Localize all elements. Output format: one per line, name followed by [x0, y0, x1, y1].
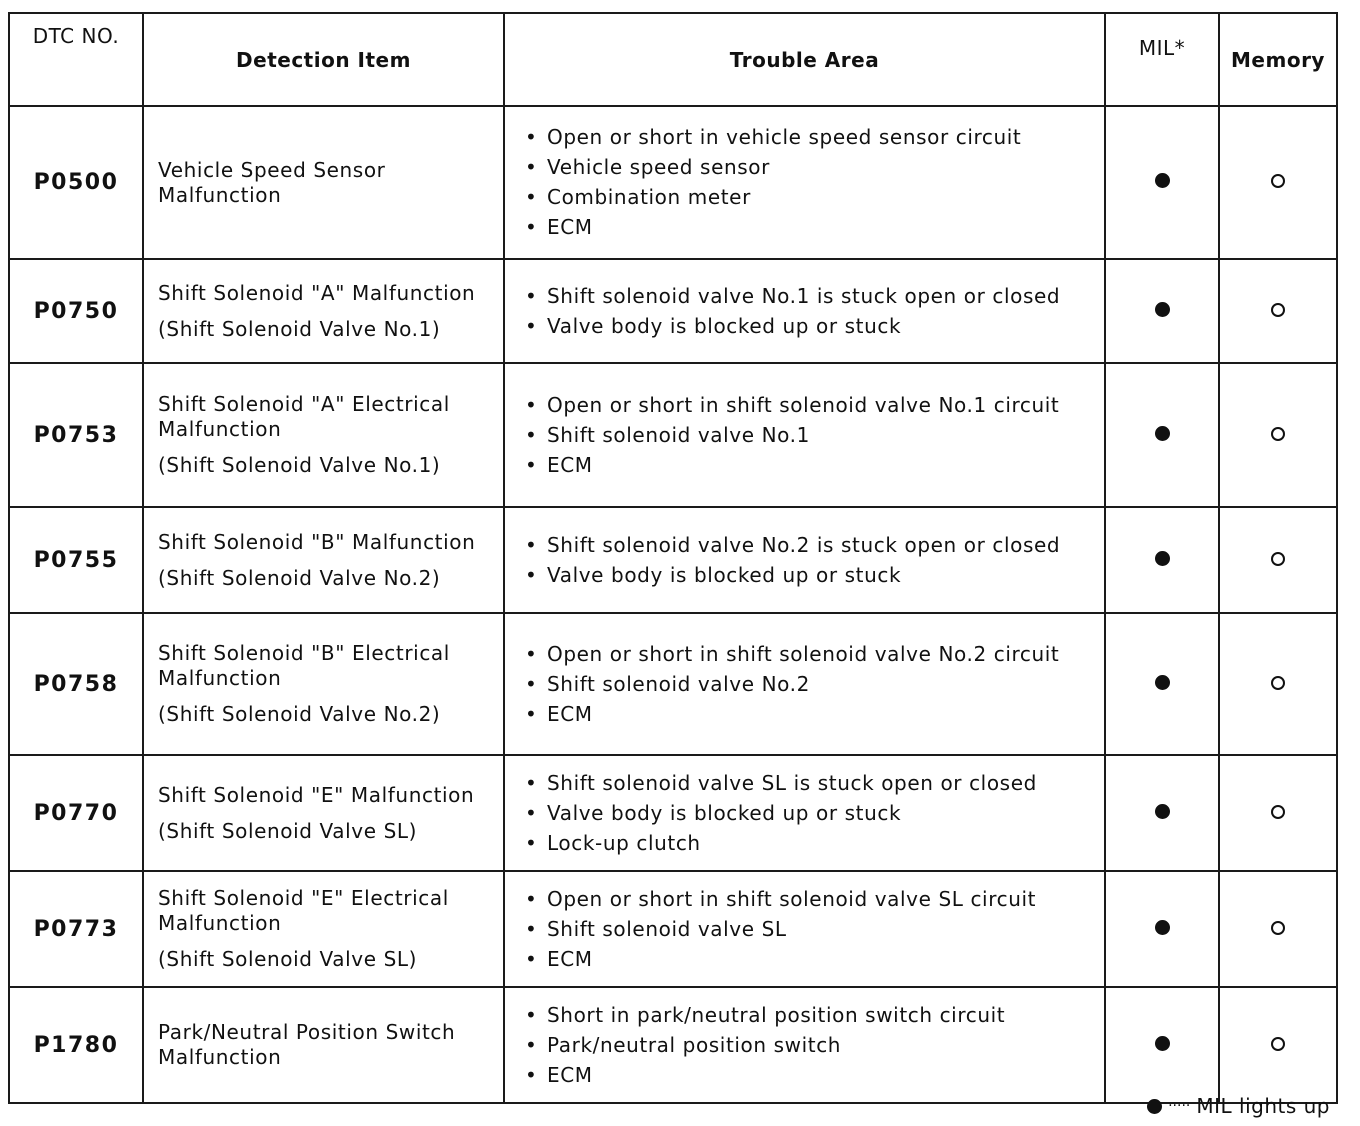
trouble-area-item: • Valve body is blocked up or stuck	[521, 801, 1096, 826]
trouble-area-item: • Open or short in shift solenoid valve SL circuit	[521, 887, 1096, 912]
detection-item: Shift Solenoid "A" Malfunction	[158, 280, 476, 305]
mil-cell	[1105, 363, 1219, 507]
table-row	[9, 613, 1337, 755]
detection-item: Shift Solenoid "E" Electrical Malfunction	[158, 886, 449, 935]
dtc-code: P0758	[9, 613, 143, 755]
mil-cell	[1105, 507, 1219, 613]
detection-item-sub: (Shift Solenoid Valve No.2)	[158, 565, 441, 590]
detection-item: Park/Neutral Position Switch Malfunction	[158, 1020, 456, 1069]
filled-circle-icon	[1155, 675, 1170, 690]
memory-cell	[1219, 987, 1337, 1103]
dtc-code: P0773	[9, 871, 143, 987]
detection-item-cell	[143, 755, 504, 871]
memory-cell	[1219, 363, 1337, 507]
dtc-code: P0755	[9, 507, 143, 613]
memory-cell	[1219, 259, 1337, 363]
table-header-row	[9, 13, 1337, 106]
table-row	[9, 755, 1337, 871]
trouble-area-cell	[504, 613, 1105, 755]
mil-cell	[1105, 613, 1219, 755]
detection-item: Shift Solenoid "B" Electrical Malfunction	[158, 641, 450, 690]
detection-item-sub: (Shift Solenoid Valve No.2)	[158, 702, 441, 726]
memory-cell	[1219, 755, 1337, 871]
trouble-area-cell	[504, 987, 1105, 1103]
detection-item-sub: (Shift Solenoid Valve No.1)	[158, 316, 441, 341]
trouble-area-item: • Combination meter	[521, 185, 1096, 210]
trouble-area-cell	[504, 755, 1105, 871]
trouble-area-item: • ECM	[521, 215, 1096, 240]
detection-item-cell	[143, 363, 504, 507]
trouble-area-item: • Shift solenoid valve SL is stuck open or closed	[521, 771, 1096, 796]
trouble-area-list	[521, 887, 1096, 972]
trouble-area-item: • Shift solenoid valve No.1 is stuck open or closed	[521, 284, 1096, 309]
trouble-area-cell	[504, 106, 1105, 259]
dtc-code: P0750	[9, 259, 143, 363]
trouble-area-list	[521, 771, 1096, 856]
memory-cell	[1219, 507, 1337, 613]
detection-item: Shift Solenoid "B" Malfunction	[158, 529, 476, 554]
open-circle-icon	[1271, 676, 1285, 690]
memory-cell	[1219, 613, 1337, 755]
filled-circle-icon	[1155, 1036, 1170, 1051]
dtc-code: P1780	[9, 987, 143, 1103]
trouble-area-list	[521, 533, 1096, 588]
dtc-code: P0753	[9, 363, 143, 507]
open-circle-icon	[1271, 552, 1285, 566]
filled-circle-icon	[1155, 426, 1170, 441]
trouble-area-item: • Short in park/neutral position switch circuit	[521, 1003, 1096, 1028]
table-row	[9, 987, 1337, 1103]
detection-item-cell	[143, 613, 504, 755]
mil-cell	[1105, 871, 1219, 987]
filled-circle-icon	[1155, 302, 1170, 317]
table-row	[9, 259, 1337, 363]
table-row	[9, 363, 1337, 507]
open-circle-icon	[1271, 174, 1285, 188]
trouble-area-cell	[504, 507, 1105, 613]
open-circle-icon	[1271, 1037, 1285, 1051]
header-memory: Memory	[1219, 13, 1337, 106]
legend-text: MIL lights up	[1196, 1094, 1330, 1118]
trouble-area-list	[521, 642, 1096, 727]
trouble-area-item: • ECM	[521, 453, 1096, 478]
trouble-area-list	[521, 284, 1096, 339]
memory-cell	[1219, 871, 1337, 987]
trouble-area-item: • Shift solenoid valve No.2 is stuck open or closed	[521, 533, 1096, 558]
trouble-area-item: • Shift solenoid valve No.2	[521, 672, 1096, 697]
trouble-area-item: • ECM	[521, 947, 1096, 972]
trouble-area-item: • Park/neutral position switch	[521, 1033, 1096, 1058]
dtc-code: P0770	[9, 755, 143, 871]
filled-circle-icon	[1155, 804, 1170, 819]
trouble-area-list	[521, 1003, 1096, 1088]
detection-item: Shift Solenoid "E" Malfunction	[158, 782, 475, 807]
table-row	[9, 871, 1337, 987]
filled-circle-icon	[1155, 173, 1170, 188]
detection-item-cell	[143, 507, 504, 613]
legend	[1147, 1094, 1330, 1118]
open-circle-icon	[1271, 303, 1285, 317]
open-circle-icon	[1271, 427, 1285, 441]
legend-dots: ·····	[1168, 1098, 1191, 1114]
header-detection-item: Detection Item	[143, 13, 504, 106]
trouble-area-item: • Open or short in shift solenoid valve No.2 circuit	[521, 642, 1096, 667]
open-circle-icon	[1271, 805, 1285, 819]
trouble-area-item: • ECM	[521, 1063, 1096, 1088]
detection-item-sub: (Shift Solenoid Valve SL)	[158, 947, 418, 971]
memory-cell	[1219, 106, 1337, 259]
detection-item-cell	[143, 871, 504, 987]
trouble-area-item: • Shift solenoid valve SL	[521, 917, 1096, 942]
header-dtc-no: DTC NO.	[9, 13, 143, 106]
detection-item-cell	[143, 987, 504, 1103]
dtc-table	[8, 12, 1338, 1104]
trouble-area-list	[521, 393, 1096, 478]
detection-item: Vehicle Speed Sensor Malfunction	[158, 157, 386, 207]
trouble-area-cell	[504, 259, 1105, 363]
detection-item-sub: (Shift Solenoid Valve SL)	[158, 818, 418, 843]
trouble-area-cell	[504, 363, 1105, 507]
trouble-area-cell	[504, 871, 1105, 987]
trouble-area-item: • Lock-up clutch	[521, 831, 1096, 856]
detection-item-sub: (Shift Solenoid Valve No.1)	[158, 453, 441, 477]
mil-cell	[1105, 987, 1219, 1103]
header-mil: MIL*	[1105, 13, 1219, 106]
filled-circle-icon	[1155, 920, 1170, 935]
mil-cell	[1105, 259, 1219, 363]
trouble-area-item: • Valve body is blocked up or stuck	[521, 563, 1096, 588]
trouble-area-item: • ECM	[521, 702, 1096, 727]
detection-item-cell	[143, 106, 504, 259]
filled-circle-icon	[1155, 551, 1170, 566]
trouble-area-item: • Valve body is blocked up or stuck	[521, 314, 1096, 339]
detection-item-cell	[143, 259, 504, 363]
dtc-code: P0500	[9, 106, 143, 259]
trouble-area-item: • Shift solenoid valve No.1	[521, 423, 1096, 448]
open-circle-icon	[1271, 921, 1285, 935]
trouble-area-list	[521, 125, 1096, 240]
trouble-area-item: • Open or short in shift solenoid valve No.1 circuit	[521, 393, 1096, 418]
header-trouble-area: Trouble Area	[504, 13, 1105, 106]
trouble-area-item: • Vehicle speed sensor	[521, 155, 1096, 180]
table-row	[9, 106, 1337, 259]
mil-cell	[1105, 755, 1219, 871]
detection-item: Shift Solenoid "A" Electrical Malfunction	[158, 392, 450, 441]
mil-cell	[1105, 106, 1219, 259]
table-row	[9, 507, 1337, 613]
filled-circle-icon	[1147, 1099, 1162, 1114]
table-body	[9, 106, 1337, 1103]
trouble-area-item: • Open or short in vehicle speed sensor circuit	[521, 125, 1096, 150]
